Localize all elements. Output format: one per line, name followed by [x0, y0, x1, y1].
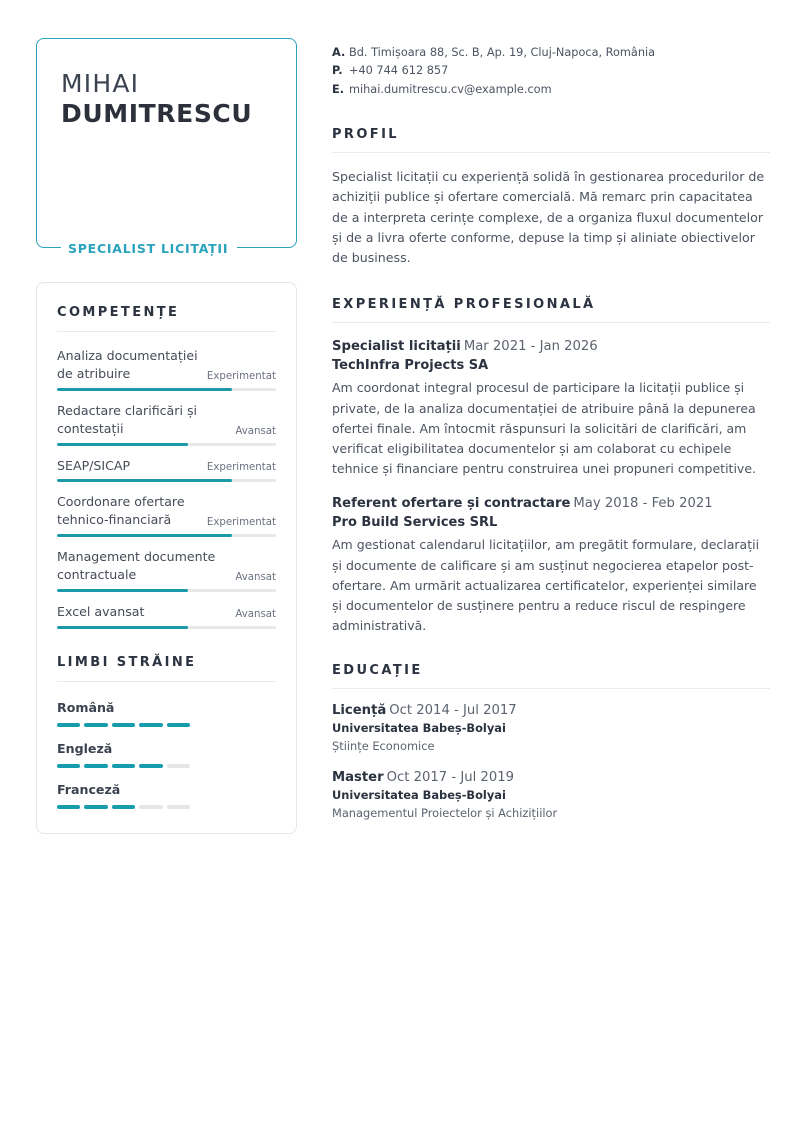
- skill-name: SEAP/SICAP: [57, 457, 131, 473]
- limbi-heading: LIMBI STRĂINE: [57, 654, 197, 670]
- language-segment: [139, 723, 162, 727]
- educatie-heading: EDUCAȚIE: [332, 662, 423, 678]
- skill-top: [57, 457, 276, 480]
- experience-description: Am coordonat integral procesul de participare la licitații publice și private, de la analiza documentației de atribuire până la depunerea ofertei finale. Am întocmit răspunsuri la solicitări de clarificări, am verificat eligibilitatea documentelor și am colaborat cu echipele tehnice și financiare pentru construirea unei propuneri competitive.: [332, 380, 756, 477]
- experience-organization: Pro Build Services SRL: [332, 514, 498, 530]
- education-dates: Oct 2017 - Jul 2019: [386, 769, 514, 785]
- language-segment: [57, 764, 80, 768]
- skill-level: Experimentat: [206, 370, 276, 382]
- skill-name: Management documente contractuale: [57, 549, 216, 582]
- skill-bar-fill: [57, 388, 232, 391]
- experience-head: [332, 337, 770, 356]
- language-name: Engleză: [57, 740, 113, 756]
- experienta-section: [332, 297, 770, 637]
- skill-row: [57, 482, 276, 537]
- skill-bar-track: [57, 479, 276, 482]
- experience-list: [332, 337, 770, 637]
- education-degree: Licență: [332, 702, 387, 718]
- last-name: DUMITRESCU: [61, 98, 253, 128]
- skill-name: Coordonare ofertare tehnico-financiară: [57, 494, 185, 528]
- language-segment: [139, 805, 162, 809]
- language-segment: [84, 764, 107, 768]
- skill-bar-track: [57, 388, 276, 391]
- skill-bar-fill: [57, 589, 188, 592]
- experience-entry: [332, 337, 770, 480]
- language-segment: [112, 764, 135, 768]
- experience-role: Referent ofertare și contractare: [332, 495, 571, 511]
- skill-bar-fill: [57, 479, 232, 482]
- educatie-divider: [332, 688, 770, 689]
- profil-text: Specialist licitații cu experiență solidă în gestionarea procedurilor de achiziții publice și ofertare comercială. Mă remarc prin capacitatea de a interpreta cerințe complexe, de a organiza fluxul documentelor și de a livra oferte conforme, depuse la timp și aliniate obiectivelor de business.: [332, 168, 765, 266]
- language-segment: [167, 723, 190, 727]
- skill-bar-track: [57, 534, 276, 537]
- language-level-bar: [57, 805, 190, 809]
- skill-name: Excel avansat: [57, 603, 145, 619]
- skills-list: [57, 336, 276, 629]
- experienta-heading: EXPERIENȚĂ PROFESIONALĂ: [332, 296, 596, 312]
- languages-list: [57, 686, 276, 809]
- education-head: [332, 702, 770, 720]
- contact-value: +40 744 612 857: [349, 64, 449, 78]
- language-segment: [112, 723, 135, 727]
- education-field: Managementul Proiectelor și Achizițiilor: [332, 806, 558, 821]
- profil-heading: PROFIL: [332, 126, 399, 142]
- contact-key: A.: [332, 46, 346, 59]
- language-segment: [167, 764, 190, 768]
- education-entry: [332, 769, 770, 823]
- skill-level: Avansat: [235, 425, 276, 437]
- sidebar-card: [36, 282, 297, 834]
- language-row: [57, 768, 276, 809]
- skill-top: [57, 493, 276, 534]
- education-head: [332, 769, 770, 787]
- education-entry: [332, 702, 770, 756]
- language-level-bar: [57, 723, 190, 727]
- education-school: Universitatea Babeș-Bolyai: [332, 721, 506, 736]
- language-row: [57, 686, 276, 727]
- language-segment: [167, 805, 190, 809]
- education-field: Științe Economice: [332, 739, 435, 754]
- skill-row: [57, 446, 276, 483]
- educatie-section: [332, 663, 770, 824]
- skill-level: Experimentat: [206, 517, 276, 529]
- skill-row: [57, 391, 276, 446]
- profil-divider: [332, 152, 770, 153]
- skill-name: Analiza documentației de atribuire: [57, 348, 198, 381]
- education-dates: Oct 2014 - Jul 2017: [389, 702, 517, 718]
- education-list: [332, 702, 770, 824]
- contact-key: E.: [332, 82, 345, 96]
- skill-bar-track: [57, 589, 276, 592]
- language-segment: [57, 805, 80, 809]
- language-name: Română: [57, 699, 115, 715]
- skill-top: [57, 402, 276, 443]
- language-name: Franceză: [57, 781, 121, 797]
- competente-heading: COMPETENȚE: [57, 305, 180, 320]
- skill-level: Experimentat: [206, 462, 276, 474]
- skill-row: [57, 592, 276, 629]
- language-segment: [139, 764, 162, 768]
- language-level-bar: [57, 764, 190, 768]
- experience-role: Specialist licitații: [332, 338, 461, 354]
- language-segment: [57, 723, 80, 727]
- skill-row: [57, 336, 276, 391]
- experience-organization: TechInfra Projects SA: [332, 357, 489, 373]
- experience-entry: [332, 494, 770, 637]
- skill-bar-fill: [57, 626, 188, 629]
- skill-top: [57, 548, 276, 589]
- contact-value: Bd. Timișoara 88, Sc. B, Ap. 19, Cluj-Napoca, România: [349, 46, 656, 59]
- skill-bar-track: [57, 626, 276, 629]
- language-row: [57, 727, 276, 768]
- skill-name: Redactare clarificări și contestații: [57, 402, 198, 436]
- skill-bar-fill: [57, 534, 232, 537]
- contact-row: [332, 81, 770, 99]
- contact-key: P.: [332, 64, 343, 78]
- profil-section: [332, 127, 770, 269]
- limbi-divider: [57, 681, 276, 682]
- experience-dates: Mar 2021 - Jan 2026: [463, 338, 598, 354]
- experience-dates: May 2018 - Feb 2021: [573, 495, 713, 511]
- language-segment: [84, 805, 107, 809]
- main-column: [332, 44, 770, 823]
- job-title: SPECIALIST LICITAȚII: [61, 241, 237, 256]
- contact-value: mihai.dumitrescu.cv@example.com: [349, 82, 552, 96]
- skill-top: [57, 603, 276, 626]
- skill-bar-track: [57, 443, 276, 446]
- experience-head: [332, 494, 770, 513]
- skill-level: Avansat: [235, 608, 276, 620]
- limbi-heading-wrap: [57, 655, 276, 682]
- skill-bar-fill: [57, 443, 188, 446]
- education-school: Universitatea Babeș-Bolyai: [332, 788, 506, 803]
- education-degree: Master: [332, 769, 384, 785]
- skill-row: [57, 537, 276, 592]
- skill-top: [57, 347, 276, 388]
- language-segment: [112, 805, 135, 809]
- sidebar: [36, 38, 297, 834]
- contact-list: [332, 44, 770, 99]
- name-header-box: [36, 38, 297, 256]
- first-name: MIHAI: [61, 69, 140, 98]
- language-segment: [84, 723, 107, 727]
- skill-level: Avansat: [235, 571, 276, 583]
- contact-row: [332, 62, 770, 80]
- contact-row: [332, 44, 770, 62]
- competente-divider: [57, 331, 276, 332]
- experienta-divider: [332, 322, 770, 323]
- experience-description: Am gestionat calendarul licitațiilor, am pregătit formulare, declarații și documente de calificare și am susținut negocierea etapelor post-ofertare. Am urmărit actualizarea certificatelor, experienței similare și documentelor de susținere pentru a reduce riscul de respingere administrativă.: [332, 537, 760, 634]
